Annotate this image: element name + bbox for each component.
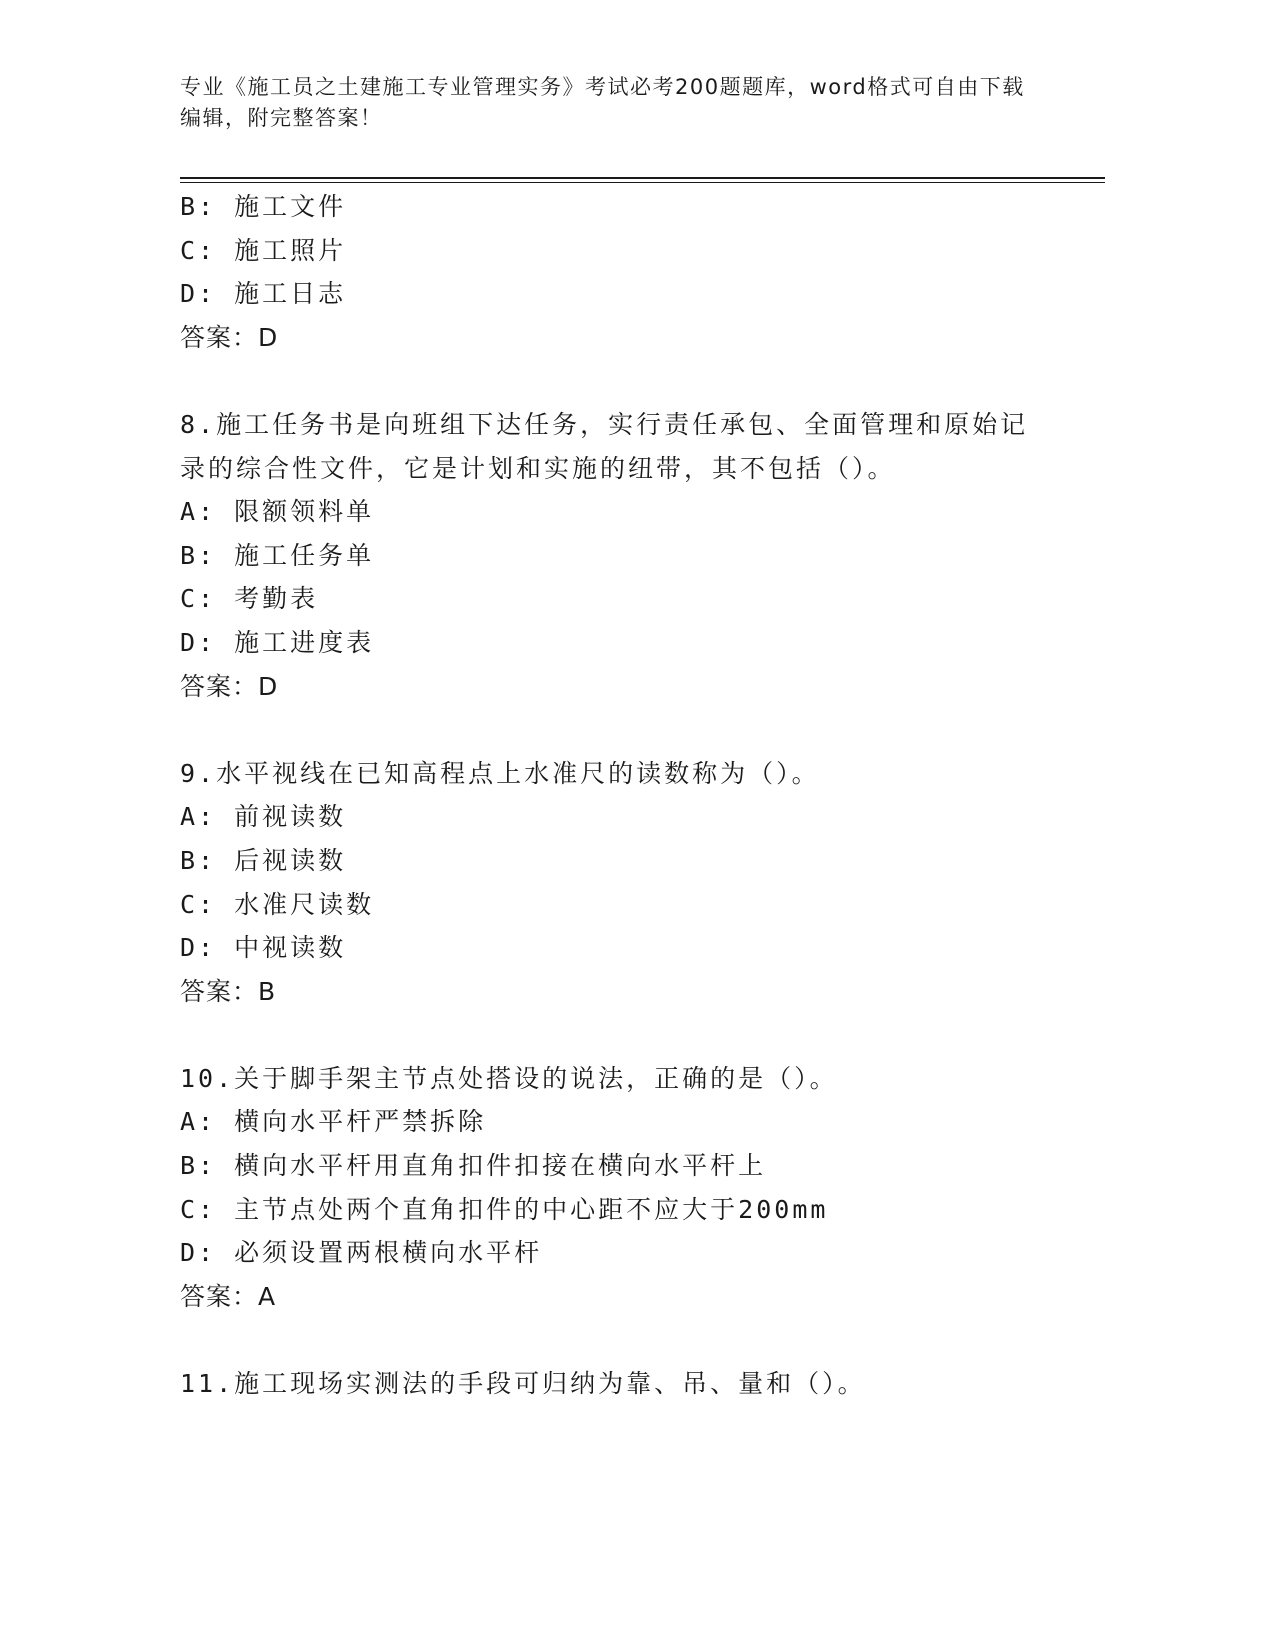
question-stem: 9.水平视线在已知高程点上水准尺的读数称为（）。 bbox=[180, 758, 820, 788]
question-stem: 录的综合性文件，它是计划和实施的纽带，其不包括（）。 bbox=[180, 453, 896, 483]
question-8 bbox=[180, 403, 1080, 708]
option-c: C: 考勤表 bbox=[180, 584, 319, 614]
option-a: A: 横向水平杆严禁拆除 bbox=[180, 1107, 487, 1137]
partial-question bbox=[180, 185, 1080, 359]
question-9 bbox=[180, 752, 1080, 1014]
answer: 答案：A bbox=[180, 1281, 277, 1311]
question-stem: 10.关于脚手架主节点处搭设的说法，正确的是（）。 bbox=[180, 1063, 838, 1093]
option-d: D: 施工进度表 bbox=[180, 627, 375, 657]
spacer bbox=[180, 1013, 1080, 1057]
option-d: D: 中视读数 bbox=[180, 933, 347, 963]
option-c: C: 施工照片 bbox=[180, 235, 347, 265]
option-b: B: 施工文件 bbox=[180, 192, 347, 221]
answer: 答案：D bbox=[180, 671, 279, 701]
option-d: D: 必须设置两根横向水平杆 bbox=[180, 1238, 543, 1268]
question-stem: 11.施工现场实测法的手段可归纳为靠、吊、量和（）。 bbox=[180, 1369, 866, 1399]
option-b: B: 后视读数 bbox=[180, 845, 347, 875]
document-header: 专业《施工员之土建施工专业管理实务》考试必考200题题库，word格式可自由下载编辑，附完整答案！ bbox=[180, 75, 1025, 130]
question-list bbox=[180, 185, 1080, 1406]
option-d: D: 施工日志 bbox=[180, 279, 347, 309]
spacer bbox=[180, 359, 1080, 403]
option-a: A: 前视读数 bbox=[180, 802, 347, 832]
option-c: C: 主节点处两个直角扣件的中心距不应大于200mm bbox=[180, 1194, 829, 1224]
question-10 bbox=[180, 1057, 1080, 1319]
spacer bbox=[180, 708, 1080, 752]
option-b: B: 施工任务单 bbox=[180, 540, 375, 570]
question-11 bbox=[180, 1362, 1080, 1406]
option-a: A: 限额领料单 bbox=[180, 497, 375, 527]
answer: 答案：D bbox=[180, 322, 279, 352]
question-stem: 8.施工任务书是向班组下达任务，实行责任承包、全面管理和原始记 bbox=[180, 409, 1029, 439]
option-c: C: 水准尺读数 bbox=[180, 889, 375, 919]
header-divider-thin bbox=[180, 182, 1105, 183]
option-b: B: 横向水平杆用直角扣件扣接在横向水平杆上 bbox=[180, 1151, 767, 1181]
header-divider-thick bbox=[180, 177, 1105, 179]
answer: 答案：B bbox=[180, 976, 277, 1006]
spacer bbox=[180, 1318, 1080, 1362]
